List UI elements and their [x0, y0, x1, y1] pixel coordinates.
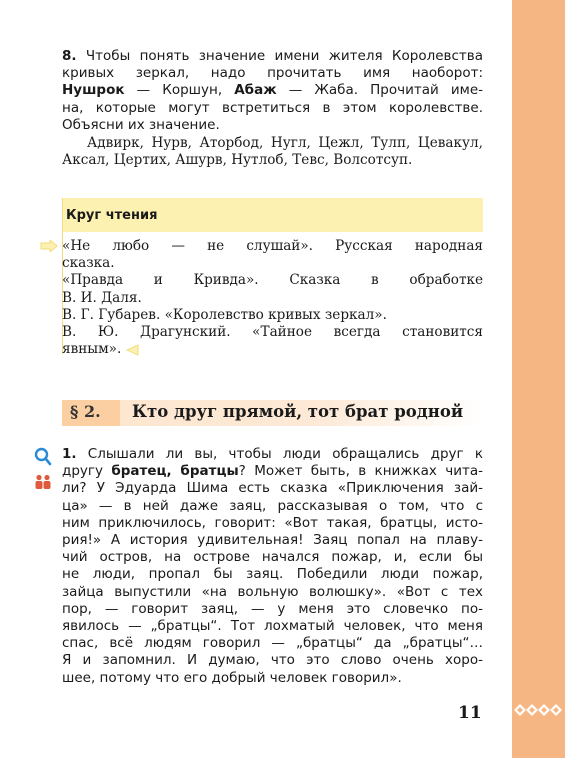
reading-line-3: «Правда и Кривда». Сказка в обработке: [62, 272, 483, 289]
example-2-rest: — Жаба. Прочитай име-: [276, 82, 483, 99]
task-1-line: ца» — в ней даже заяц, рассказывая о том, что с: [62, 497, 483, 514]
reading-line-7: явным».: [62, 341, 122, 358]
task-1-line-1: Слышали ли вы, чтобы люди обращались друг к: [87, 446, 483, 462]
reading-line-7-wrap: [62, 341, 483, 358]
task-1-line: Я и запомнил. И думаю, что это слово очень хоро-: [62, 652, 483, 669]
reading-list: [62, 238, 483, 358]
reading-line-4: В. И. Даля.: [62, 289, 142, 306]
example-1-rest: — Коршун,: [124, 82, 235, 99]
example-2-bold: Абаж: [234, 82, 277, 99]
task-8-line-5: Объясни их значение.: [62, 116, 220, 133]
task-1-line: не люди, пропал бы заяц. Победили люди пожар,: [62, 566, 483, 583]
task-1-line: пор, — говорит заяц, — у меня это словечко по-: [62, 600, 483, 617]
arrow-right-icon: [40, 240, 58, 252]
task-1-line: шее, потому что его добрый человек говорил».: [62, 669, 402, 686]
task-8-line-2: кривых зеркал, надо прочитать имя наоборот:: [62, 65, 483, 82]
page-number: 11: [458, 703, 482, 723]
magnifier-icon: [34, 447, 52, 467]
section-number: § 2.: [70, 402, 101, 421]
reading-line-5: В. Г. Губарев. «Королевство кривых зеркал».: [62, 306, 387, 323]
task-1-number: 1.: [62, 446, 77, 462]
page-sidebar: [512, 0, 565, 758]
task-1-line: ним приключилось, говорит: «Вот такая, братцы, исто-: [62, 514, 483, 531]
task-1-line: зайца выпустили «на вольную волюшку». «Вот с тех: [62, 583, 483, 600]
task-8: [62, 48, 483, 134]
arrow-left-icon: [125, 344, 139, 356]
task-8-names: Адвирк, Нурв, Аторбод, Нугл, Цежл, Тулп, Цевакул, Аксал, Цертих, Ашурв, Нутлоб, Тевс, Волсотсуп.: [62, 135, 483, 169]
task-1-line: спас, всё людям говорил — „братцы“ да „братцы“…: [62, 635, 483, 652]
task-8-line-4: на, которые могут встретиться в этом королевстве.: [62, 99, 483, 116]
reading-line-2: сказка.: [62, 255, 115, 272]
task-1-line: явилось — „братцы“. Тот лохматый человек, что меня: [62, 618, 483, 635]
reading-line-6: В. Ю. Драгунский. «Тайное всегда становится: [62, 324, 483, 341]
task-1-line: чий остров, на острове начался пожар, и, если бы: [62, 549, 483, 566]
task-1: [62, 446, 483, 687]
reading-line-1: «Не любо — не слушай». Русская народная: [62, 238, 483, 254]
reading-title: Круг чтения: [66, 208, 158, 223]
example-1-bold: Нушрок: [62, 82, 125, 99]
task-8-number: 8.: [62, 48, 77, 64]
task-1-line-2-post: ? Может быть, в книжках чита-: [238, 463, 483, 480]
task-1-bold-words: братец, братцы: [111, 463, 239, 480]
people-icon: [34, 474, 52, 490]
task-1-line-2-pre: другу: [62, 463, 112, 480]
task-8-line-1: Чтобы понять значение имени жителя Королевства: [85, 48, 484, 64]
zigzag-ornament-icon: [512, 702, 565, 718]
section-title: Кто друг прямой, тот брат родной: [132, 402, 464, 421]
task-1-line: ли? У Эдуарда Шима есть сказка «Приключения зай-: [62, 480, 483, 497]
task-1-line: рия!» А история удивительная! Заяц попал на плаву-: [62, 532, 483, 549]
